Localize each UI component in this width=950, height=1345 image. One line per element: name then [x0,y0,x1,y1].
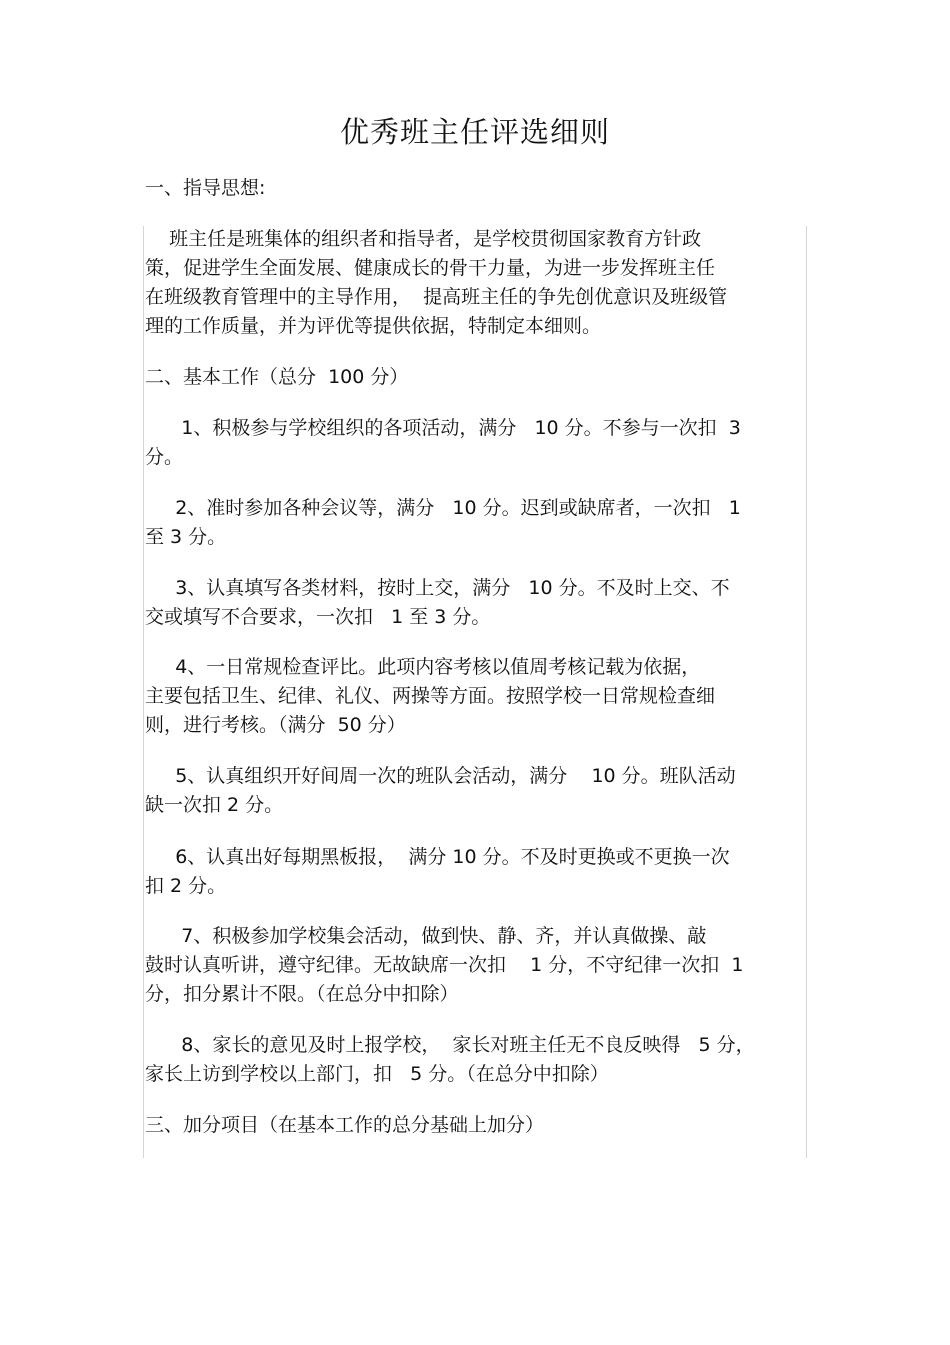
section-heading-bonus-items: 三、加分项目（在基本工作的总分基础上加分） [145,1114,545,1136]
rule-line: 分，扣分累计不限。（在总分中扣除） [145,983,459,1005]
paragraph-line: 在班级教育管理中的主导作用， 提高班主任的争先创优意识及班级管 [145,286,728,308]
rule-item-4 [145,653,807,740]
rule-item-8 [145,1031,807,1089]
rule-line: 分。 [145,446,184,468]
document-title: 优秀班主任评选细则 [339,115,610,149]
section-heading-basic-work: 二、基本工作（总分 100 分） [145,366,409,388]
rule-line: 至 3 分。 [145,526,227,548]
rule-line: 5、认真组织开好间周一次的班队会活动，满分 10 分。班队活动 [145,765,736,787]
paragraph-line: 理的工作质量，并为评优等提供依据，特制定本细则。 [145,315,602,337]
rule-line: 3、认真填写各类材料，按时上交，满分 10 分。不及时上交、不 [145,577,730,599]
rule-item-1 [145,414,807,472]
rule-line: 6、认真出好每期黑板报， 满分 10 分。不及时更换或不更换一次 [145,846,730,868]
rule-item-3 [145,574,807,632]
rule-line: 交或填写不合要求，一次扣 1 至 3 分。 [145,606,491,628]
section-heading-guiding-thought: 一、指导思想: [145,177,266,199]
rule-item-7 [145,922,807,1009]
guiding-thought-paragraph [145,225,807,341]
paragraph-line: 策，促进学生全面发展、健康成长的骨干力量，为进一步发挥班主任 [145,257,716,279]
rule-item-6 [145,843,807,901]
rule-item-5 [145,762,807,820]
paragraph-line: 班主任是班集体的组织者和指导者，是学校贯彻国家教育方针政 [145,228,702,250]
rule-line: 扣 2 分。 [145,875,227,897]
rule-line: 家长上访到学校以上部门，扣 5 分。（在总分中扣除） [145,1063,609,1085]
rule-line: 则，进行考核。（满分 50 分） [145,714,406,736]
rule-line: 1、积极参与学校组织的各项活动，满分 10 分。不参与一次扣 3 [145,417,741,439]
rule-line: 鼓时认真听讲，遵守纪律。无故缺席一次扣 1 分，不守纪律一次扣 1 [145,954,744,976]
rule-line: 7、积极参加学校集会活动，做到快、静、齐，并认真做操、敲 [145,925,707,947]
rule-item-2 [145,494,807,552]
rule-line: 缺一次扣 2 分。 [145,794,284,816]
rule-line: 8、家长的意见及时上报学校， 家长对班主任无不良反映得 5 分， [145,1034,755,1056]
rule-line: 2、准时参加各种会议等，满分 10 分。迟到或缺席者，一次扣 1 [145,497,741,519]
rule-line: 主要包括卫生、纪律、礼仪、两操等方面。按照学校一日常规检查细 [145,685,716,707]
rule-line: 4、一日常规检查评比。此项内容考核以值周考核记载为依据， [145,656,701,678]
left-margin-line [143,226,144,1158]
